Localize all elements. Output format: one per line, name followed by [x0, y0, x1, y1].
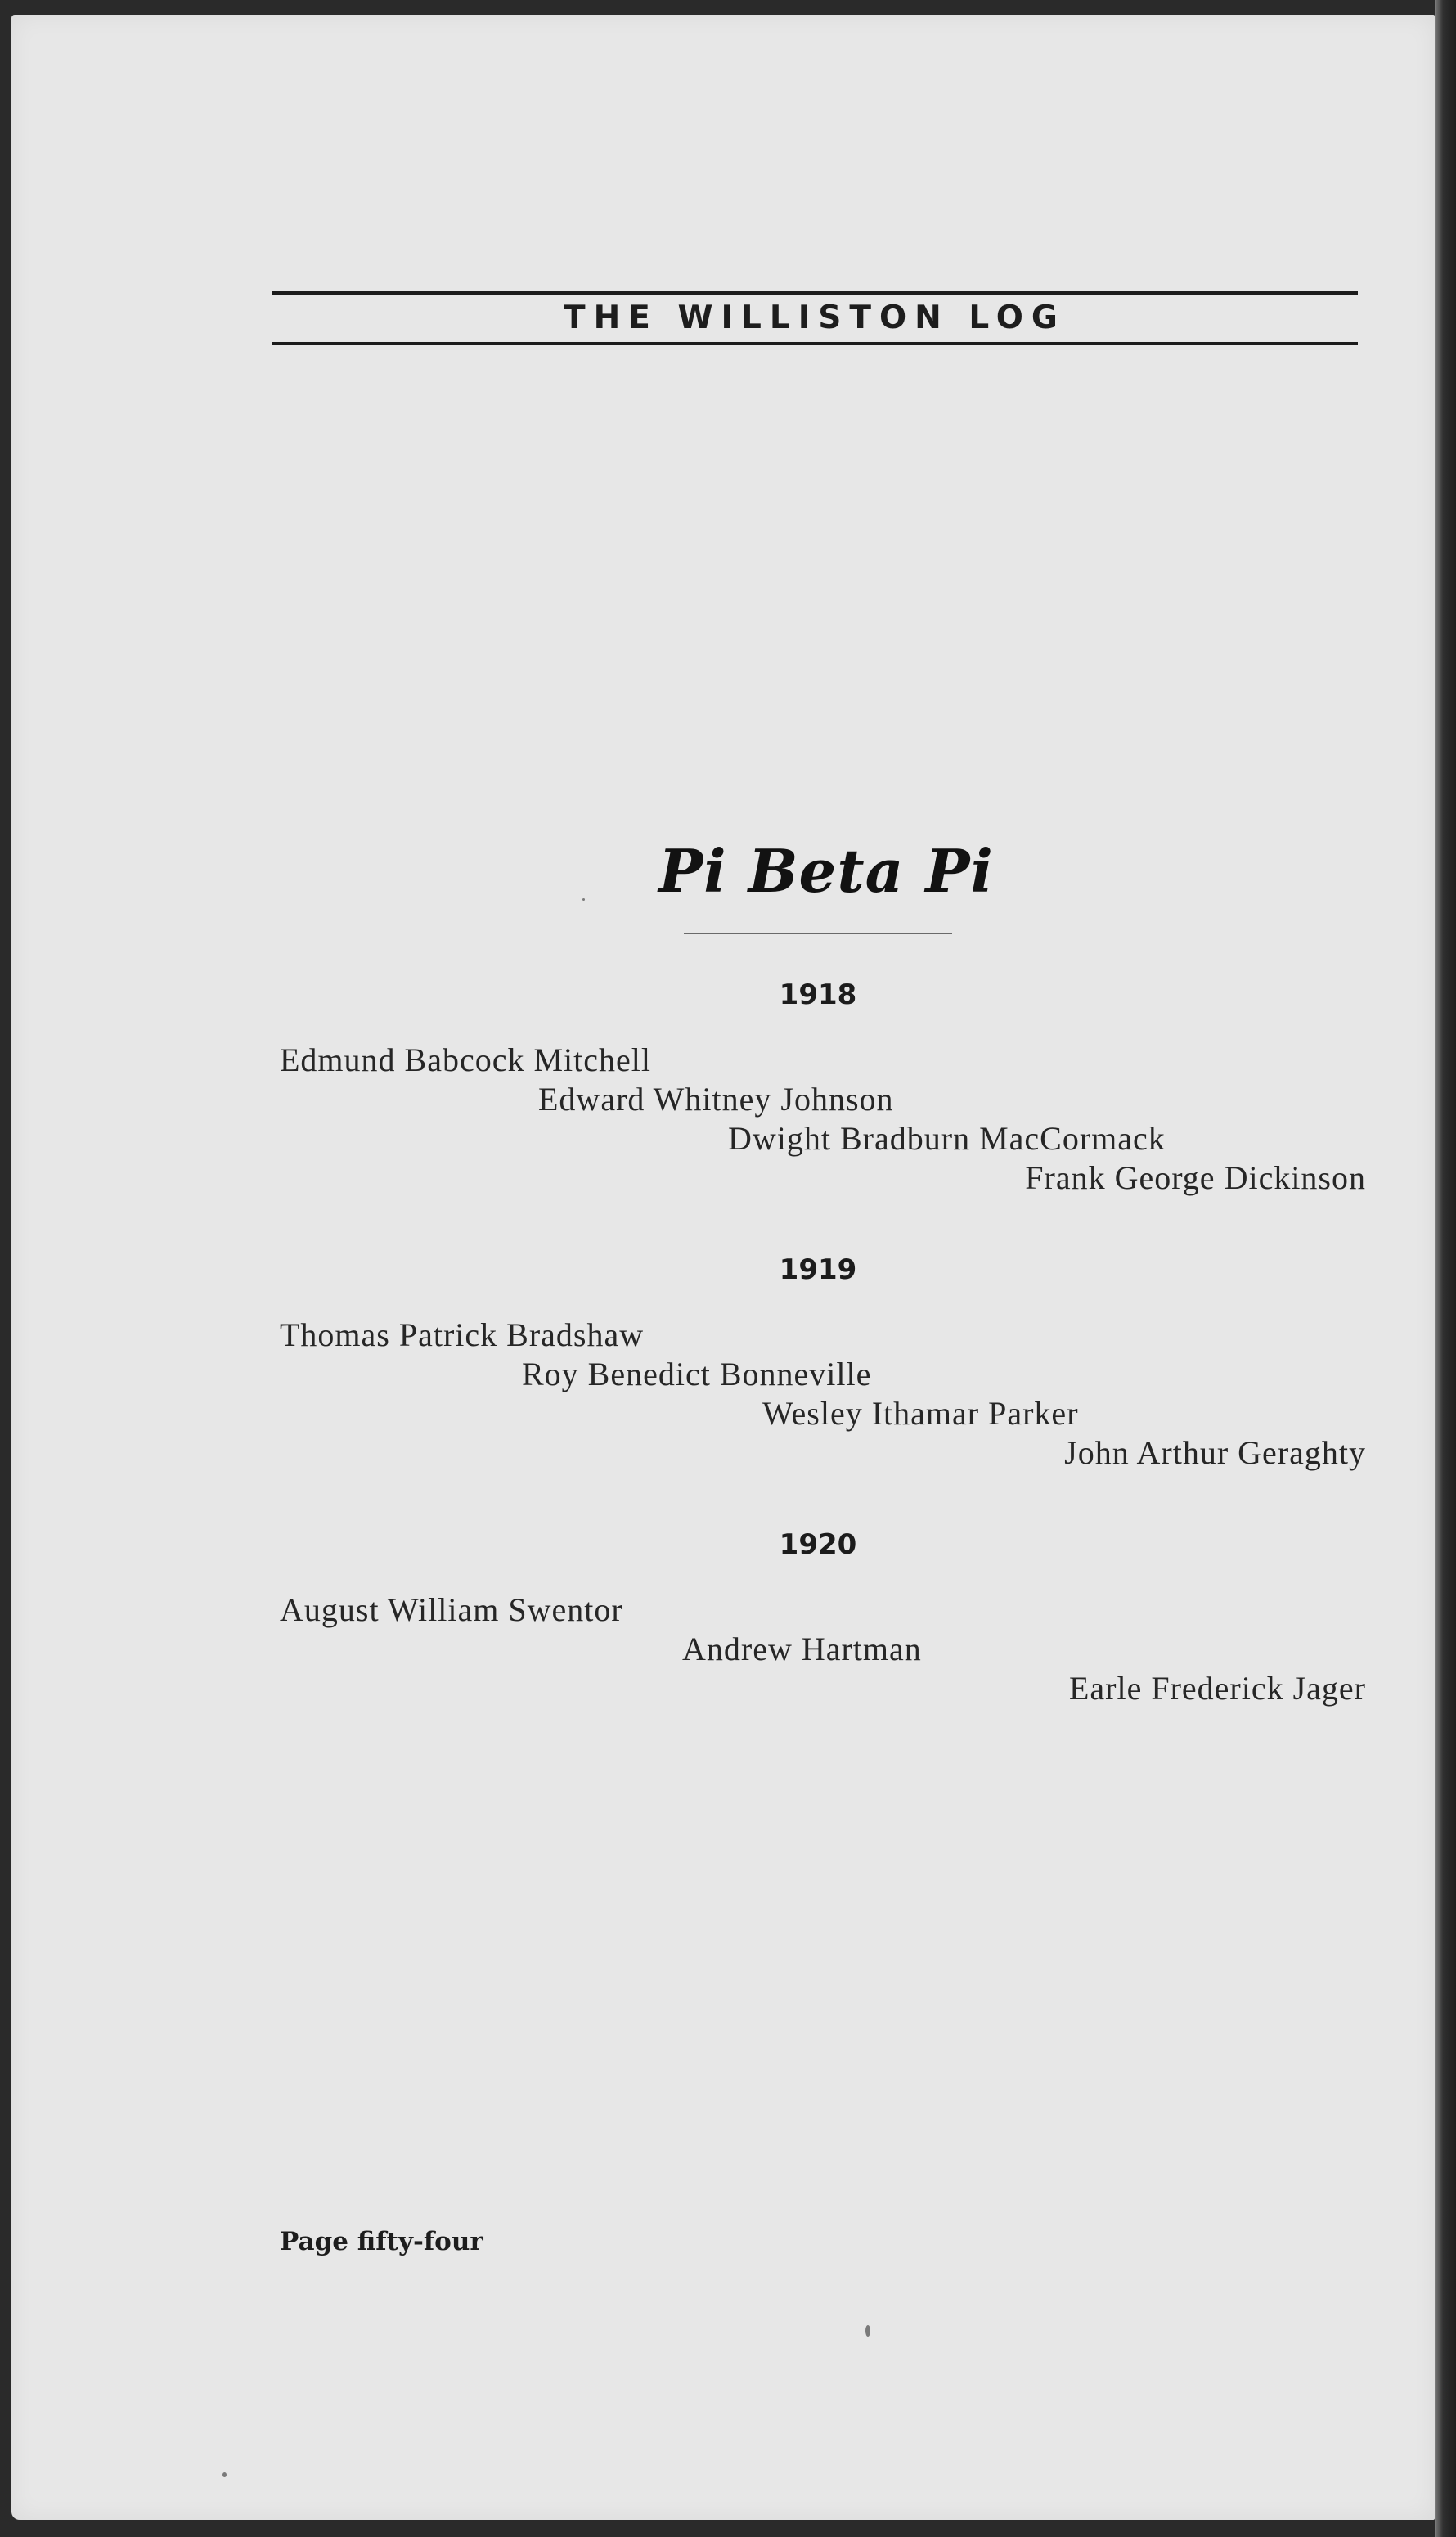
header-rule-top [272, 291, 1358, 295]
member-name: Andrew Hartman [682, 1631, 922, 1667]
member-name: Edward Whitney Johnson [538, 1081, 894, 1118]
member-name: Frank George Dickinson [1025, 1159, 1366, 1196]
paper-speck [582, 898, 585, 901]
member-name: Edmund Babcock Mitchell [280, 1041, 652, 1078]
running-title: THE WILLISTON LOG [564, 299, 1066, 336]
class-year-1918: 1918 [779, 978, 857, 1011]
page-edge-shadow [1435, 0, 1456, 2537]
member-name: John Arthur Geraghty [1064, 1434, 1366, 1471]
member-name: August William Swentor [280, 1591, 623, 1628]
header-rule-bottom [272, 342, 1358, 345]
title-underline [684, 933, 952, 934]
member-name: Thomas Patrick Bradshaw [280, 1316, 645, 1353]
member-name: Wesley Ithamar Parker [762, 1395, 1079, 1432]
paper-speck [865, 2325, 870, 2337]
class-year-1920: 1920 [779, 1528, 857, 1561]
class-year-1919: 1919 [779, 1253, 857, 1286]
member-name: Dwight Bradburn MacCormack [728, 1120, 1166, 1157]
page-number: Page fifty-four [280, 2227, 483, 2256]
member-name: Earle Frederick Jager [1068, 1670, 1366, 1707]
paper-speck [222, 2472, 227, 2477]
section-title: Pi Beta Pi [658, 836, 994, 906]
member-name: Roy Benedict Bonneville [522, 1356, 872, 1392]
